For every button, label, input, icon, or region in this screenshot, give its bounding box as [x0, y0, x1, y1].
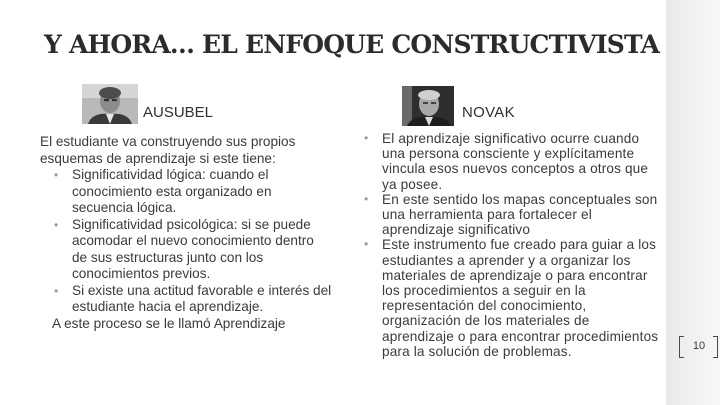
- list-item: [54, 217, 332, 283]
- bracket-left-icon: [679, 336, 684, 358]
- page-number-text: 10: [692, 340, 706, 352]
- ausubel-portrait: [82, 84, 138, 124]
- ausubel-intro: El estudiante va construyendo sus propios esquemas de aprendizaje si este tiene:: [40, 134, 296, 166]
- list-item-text: Significatividad lógica: cuando el conocimiento esta organizado en secuencia lógica.: [72, 167, 272, 215]
- ausubel-column: [40, 134, 332, 332]
- slide-title: Y AHORA… EL ENFOQUE CONSTRUCTIVISTA: [44, 30, 660, 59]
- bullet-icon: •: [54, 283, 59, 298]
- list-item-text: El aprendizaje significativo ocurre cuando una persona consciente y explícitamente vincula esos nuevos conceptos a otros que ya posee.: [382, 131, 649, 192]
- bracket-right-icon: [713, 336, 718, 358]
- page-number: [679, 336, 719, 358]
- list-item-text: Significatividad psicológica: si se puede acomodar el nuevo conocimiento dentro de sus estructuras junto con los conocimientos previos.: [72, 216, 314, 281]
- ausubel-closing: A este proceso se le llamó Aprendizaje: [52, 315, 286, 331]
- bullet-icon: •: [364, 131, 369, 145]
- list-item: [364, 237, 664, 359]
- list-item: [54, 167, 332, 217]
- novak-name: NOVAK: [462, 104, 515, 121]
- novak-portrait: [402, 86, 454, 126]
- list-item-text: Si existe una actitud favorable e interés del estudiante hacia el aprendizaje.: [72, 282, 332, 314]
- list-item-text: Este instrumento fue creado para guiar a los estudiantes a aprender y a organizar los materiales de aprendizaje o para encontrar los procedimientos a seguir en la representación del conocimiento, organización de los materiales de aprendizaje o para encontrar procedimientos para la solución de problemas.: [382, 237, 659, 359]
- bullet-icon: •: [54, 217, 59, 232]
- ausubel-name: AUSUBEL: [143, 104, 214, 121]
- bullet-icon: •: [54, 168, 59, 182]
- bullet-icon: •: [364, 191, 369, 206]
- list-item-text: En este sentido los mapas conceptuales son una herramienta para fortalecer el aprendizaje significativo: [382, 191, 658, 238]
- list-item: [364, 192, 664, 238]
- ausubel-list: [54, 167, 332, 316]
- bullet-icon: •: [364, 237, 369, 252]
- list-item: [364, 131, 664, 192]
- novak-list: [364, 131, 664, 359]
- novak-column: [364, 131, 664, 359]
- list-item: [54, 283, 332, 316]
